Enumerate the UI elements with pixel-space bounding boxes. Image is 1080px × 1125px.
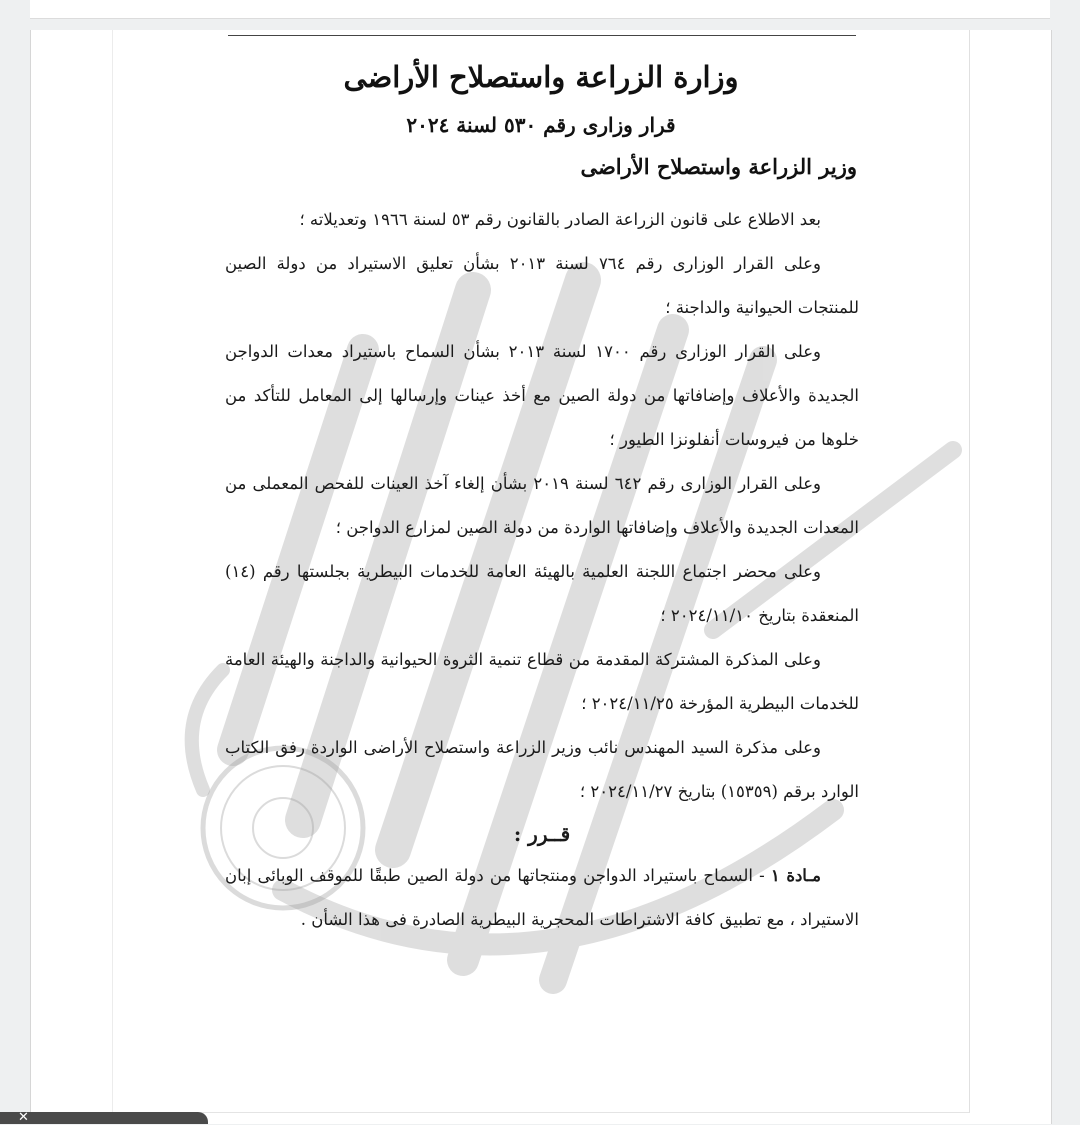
preamble-paragraph: وعلى محضر اجتماع اللجنة العلمية بالهيئة العامة للخدمات البيطرية بجلستها رقم (١٤) المنعقدة بتاريخ ٢٠٢٤/١١/١٠ ؛ [225,562,859,625]
decided-label: قــرر : [513,822,571,846]
minister-heading: وزير الزراعة واستصلاح الأراضى [580,154,857,179]
article-1 [225,854,859,942]
preamble-paragraph: وعلى المذكرة المشتركة المقدمة من قطاع تنمية الثروة الحيوانية والداجنة والهيئة العامة للخدمات البيطرية المؤرخة ٢٠٢٤/١١/٢٥ ؛ [225,650,859,713]
preamble-paragraph: بعد الاطلاع على قانون الزراعة الصادر بالقانون رقم ٥٣ لسنة ١٩٦٦ وتعديلاته ؛ [299,210,821,229]
ministry-heading: وزارة الزراعة واستصلاح الأراضى [343,60,739,94]
top-rule [228,35,856,36]
previous-page-card [30,0,1050,19]
bottom-close-tab[interactable] [0,1112,208,1124]
preamble-paragraph: وعلى القرار الوزارى رقم ١٧٠٠ لسنة ٢٠١٣ بشأن السماح باستيراد معدات الدواجن الجديدة والأعلاف وإضافاتها من دولة الصين مع أخذ عينات وإرسالها إلى المعامل للتأكد من خلوها من فيروسات أنفلونزا الطيور ؛ [225,342,859,449]
close-icon[interactable]: ✕ [18,1110,29,1125]
decree-body [225,198,859,942]
document-page [112,30,970,1113]
article-text: - السماح باستيراد الدواجن ومنتجاتها من دولة الصين طبقًا للموقف الوبائى إبان الاستيراد ، مع تطبيق كافة الاشتراطات المحجرية البيطرية الصادرة فى هذا الشأن . [225,866,859,929]
article-number: مـادة ١ [770,866,822,885]
preamble-paragraph: وعلى مذكرة السيد المهندس نائب وزير الزراعة واستصلاح الأراضى الواردة رفق الكتاب الوارد برقم (١٥٣٥٩) بتاريخ ٢٠٢٤/١١/٢٧ ؛ [225,738,859,801]
decree-number-heading: قرار وزارى رقم ٥٣٠ لسنة ٢٠٢٤ [406,113,676,137]
preamble-paragraph: وعلى القرار الوزارى رقم ٧٦٤ لسنة ٢٠١٣ بشأن تعليق الاستيراد من دولة الصين للمنتجات الحيوانية والداجنة ؛ [225,254,859,317]
preamble-paragraph: وعلى القرار الوزارى رقم ٦٤٢ لسنة ٢٠١٩ بشأن إلغاء آخذ العينات للفحص المعملى من المعدات الجديدة والأعلاف وإضافاتها الواردة من دولة الصين لمزارع الدواجن ؛ [225,474,859,537]
